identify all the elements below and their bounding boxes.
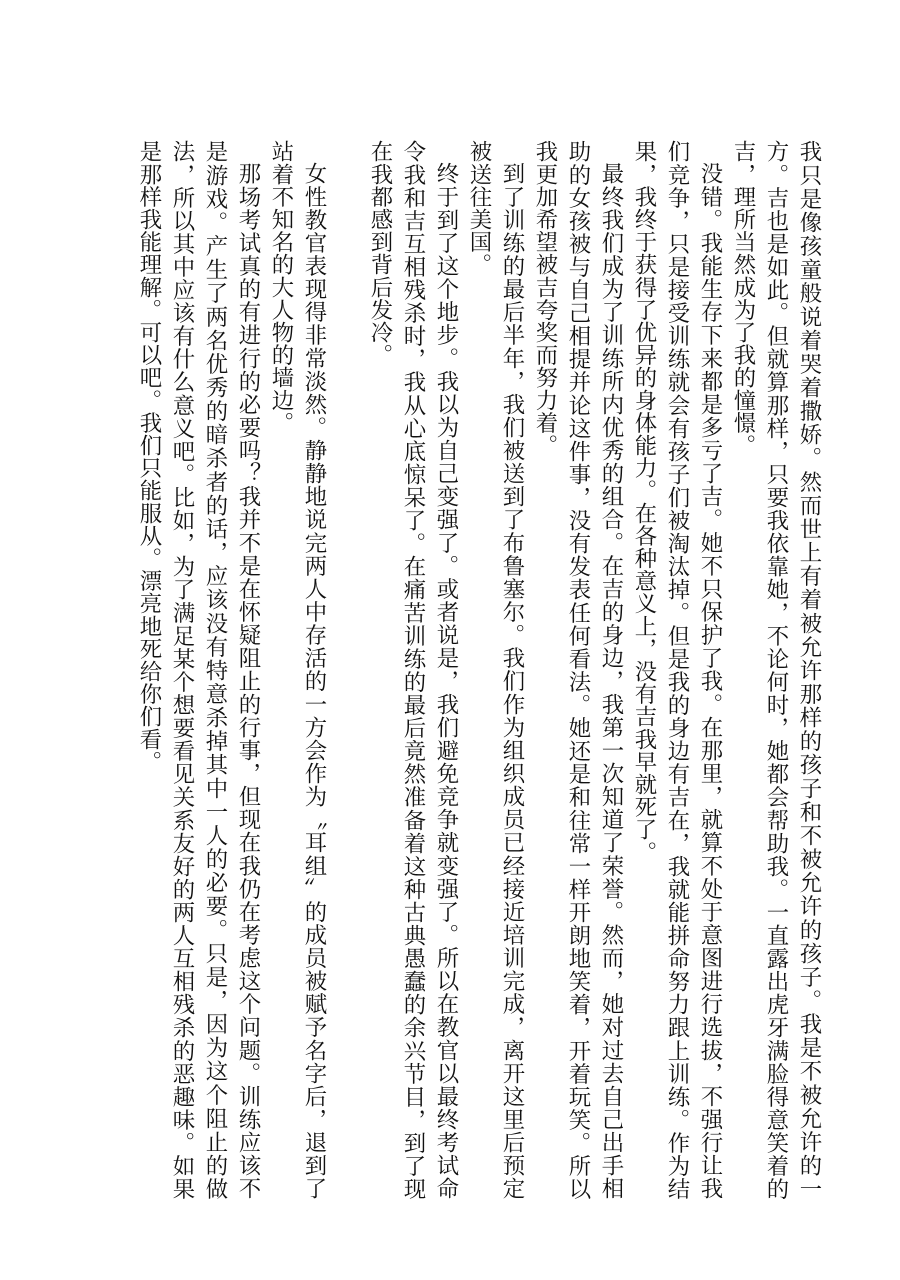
paragraph-7: 那场考试真的有进行的必要吗？我并不是在怀疑阻止的行事，但现在我仍在考虑这个问题。训练应该不是游戏。产生了两名优秀的暗杀者的话，应该没有特意杀掉其中一人的必要。只是，因为这个阻止的做法，所以其中应该有什么意义吧。比如，为了满足某个想要看见关系友好的两人互相残杀的恶趣味。如果是那样我能理解。可以吧。我们只能服从。漂亮地死给你们看。 [136, 140, 261, 1200]
paragraph-6: 女性教官表现得非常淡然。静静地说完两人中存活的一方会作为〝耳组〞的成员被赋予名字后，退到了站着不知名的大人物的墙边。 [268, 140, 327, 1200]
paragraph-1: 我只是像孩童般说着哭着撒娇。然而世上有着被允许那样的孩子和不被允许的孩子。我是不被允许的一方。吉也是如此。但就算那样，只要我依靠她，不论何时，她都会帮助我。一直露出虎牙满脸得意笑着的吉，理所当然成为了我的憧憬。 [730, 140, 822, 1200]
paragraph-3: 最终我们成为了训练所内优秀的组合。在吉的身边，我第一次知道了荣誉。然而，她对过去自己出手相助的女孩被与自己相提并论这件事，没有发表任何看法。她还是和往常一样开朗地笑着，开着玩笑。所以我更加希望被吉夸奖而努力着。 [532, 140, 624, 1200]
paragraph-2: 没错。我能生存下来都是多亏了吉。她不只保护了我。在那里，就算不处于意图进行选拔，不强行让我们竞争，只是接受训练就会有孩子们被淘汰掉。但是我的身边有吉在，我就能拼命努力跟上训练。作为结果，我终于获得了优异的身体能力。在各种意义上，没有吉我早就死了。 [631, 140, 723, 1200]
paragraph-5: 终于到了这个地步。我以为自己变强了。或者说是，我们避免竞争就变强了。所以在教官以最终考试命令我和吉互相残杀时，我从心底惊呆了。在痛苦训练的最后竟然准备着这种古典愚蠢的余兴节目，到了现在我都感到背后发冷。 [367, 140, 459, 1200]
paragraph-4: 到了训练的最后半年，我们被送到了布鲁塞尔。我们作为组织成员已经接近培训完成，离开这里后预定被送往美国。 [466, 140, 525, 1200]
vertical-text-body [132, 140, 825, 1200]
